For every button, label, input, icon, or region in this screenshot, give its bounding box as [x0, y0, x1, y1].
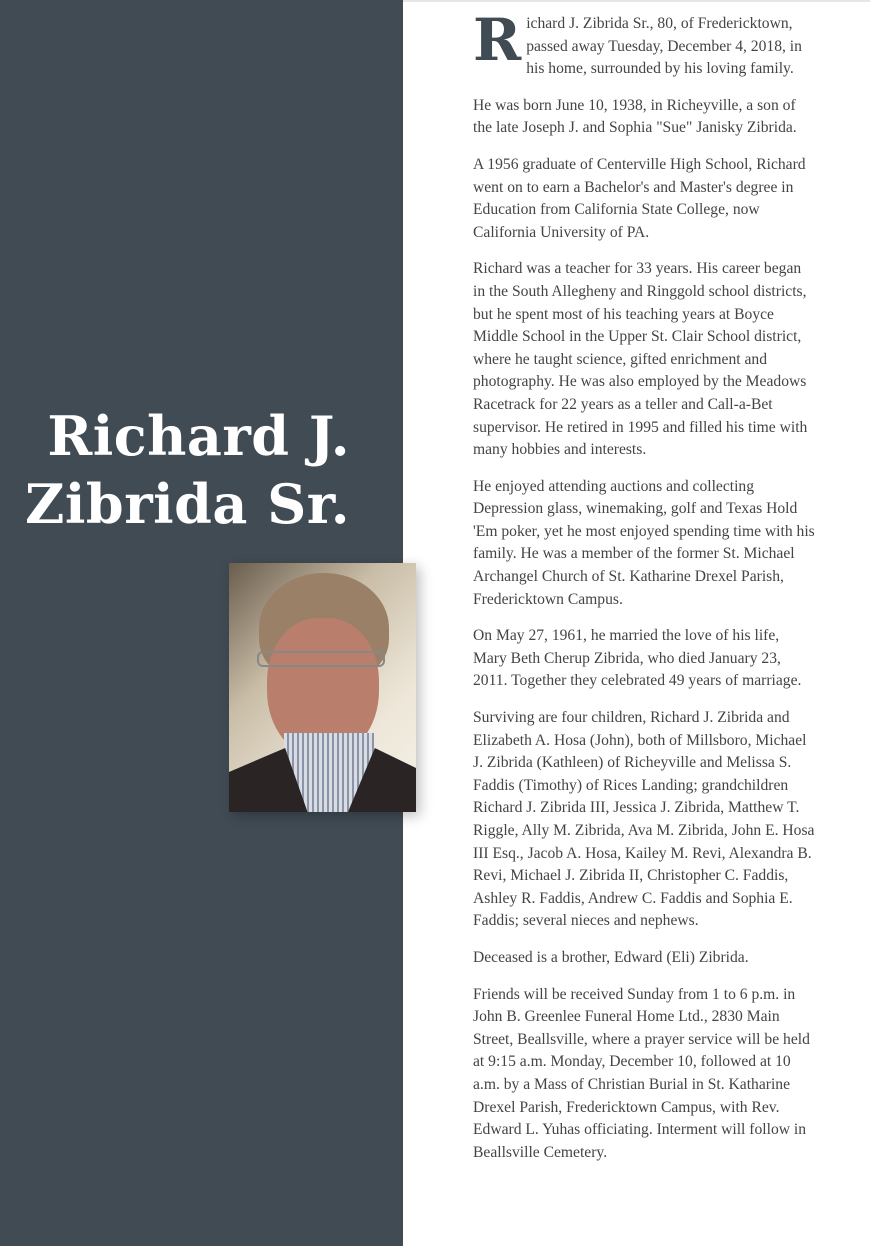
- paragraph-deceased: Deceased is a brother, Edward (Eli) Zibrida.: [473, 948, 749, 966]
- paragraph-career: Richard was a teacher for 33 years. His career began in the South Allegheny and Ringgold school districts, but he spent most of his teaching years at Boyce Middle School in the Upper St. Clair School district, where he taught science, gifted enrichment and photography. He was also employed by the Meadows Racetrack for 22 years as a teller and Call-a-Bet supervisor. He retired in 1995 and filled his time with many hobbies and interests.: [473, 260, 808, 459]
- portrait-photo: [229, 563, 416, 812]
- deceased-name-title: Richard J. Zibrida Sr.: [25, 404, 350, 536]
- paragraph-survivors: Surviving are four children, Richard J. Zibrida and Elizabeth A. Hosa (John), both of Millsboro, Michael J. Zibrida (Kathleen) of Richeyville and Melissa S. Faddis (Timothy) of Rices Landing; grandchildren Richard J. Zibrida III, Jessica J. Zibrida, Matthew T. Riggle, Ally M. Zibrida, Ava M. Zibrida, John E. Hosa III Esq., Jacob A. Hosa, Kailey M. Revi, Alexandra B. Revi, Michael J. Zibrida II, Christopher C. Faddis, Ashley R. Faddis, Andrew C. Faddis and Sophia E. Faddis; several nieces and nephews.: [473, 709, 815, 930]
- paragraph-birth: He was born June 10, 1938, in Richeyville, a son of the late Joseph J. and Sophia "Sue" Janisky Zibrida.: [473, 96, 797, 137]
- paragraph-services: Friends will be received Sunday from 1 to 6 p.m. in John B. Greenlee Funeral Home Ltd., 2830 Main Street, Beallsville, where a prayer service will be held at 9:15 a.m. Monday, December 10, followed at 10 a.m. by a Mass of Christian Burial in St. Katharine Drexel Parish, Fredericktown Campus, with Rev. Edward L. Yuhas officiating. Interment will follow in Beallsville Cemetery.: [473, 985, 810, 1161]
- top-divider: [403, 0, 870, 2]
- paragraph-marriage: On May 27, 1961, he married the love of his life, Mary Beth Cherup Zibrida, who died January 23, 2011. Together they celebrated 49 years of marriage.: [473, 627, 802, 690]
- intro-text: ichard J. Zibrida Sr., 80, of Fredericktown, passed away Tuesday, December 4, 2018, in his home, surrounded by his loving family.: [526, 15, 802, 78]
- photo-glasses: [257, 651, 385, 667]
- drop-cap: R: [473, 6, 522, 74]
- obituary-text: [473, 6, 815, 1178]
- paragraph-education: A 1956 graduate of Centerville High School, Richard went on to earn a Bachelor's and Master's degree in Education from California State College, now California University of PA.: [473, 155, 806, 241]
- paragraph-hobbies: He enjoyed attending auctions and collecting Depression glass, winemaking, golf and Texas Hold 'Em poker, yet he most enjoyed spending time with his family. He was a member of the former St. Michael Archangel Church of St. Katharine Drexel Parish, Fredericktown Campus.: [473, 477, 815, 608]
- paragraph-intro: [473, 6, 815, 81]
